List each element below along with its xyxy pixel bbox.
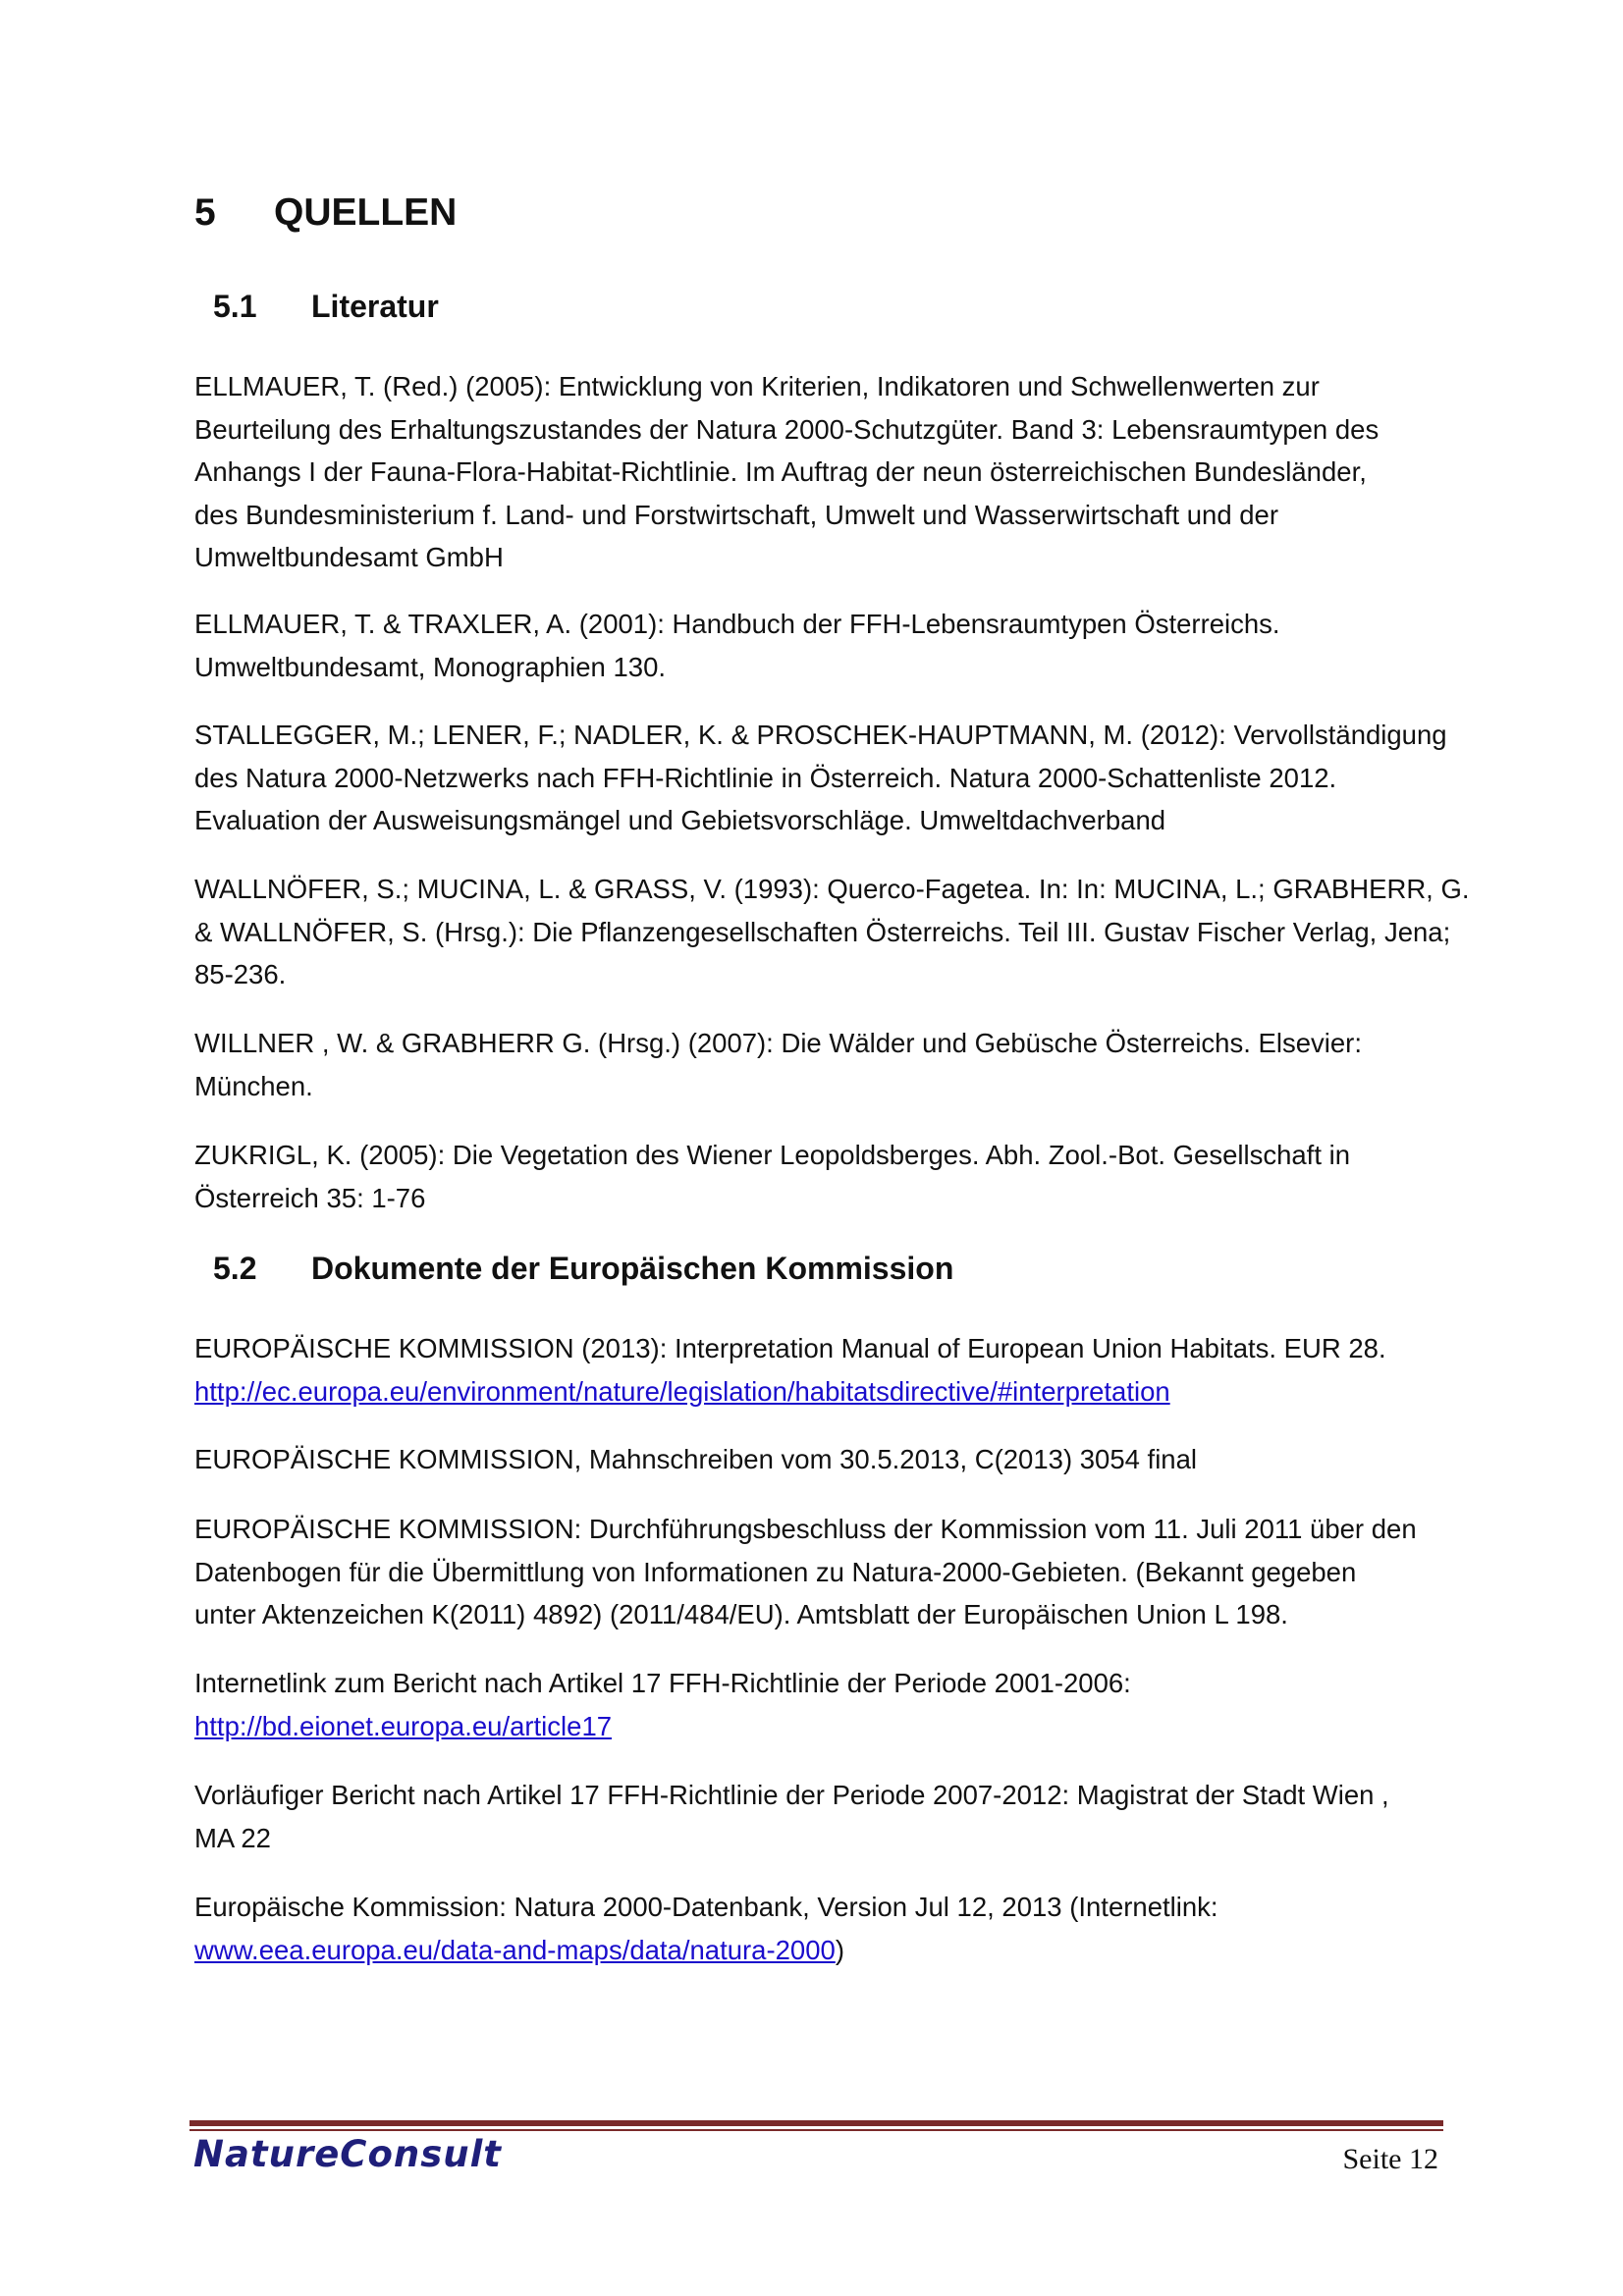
reference-line: Umweltbundesamt, Monographien 130. bbox=[194, 651, 667, 682]
reference-line: des Bundesministerium f. Land- und Forstwirtschaft, Umwelt und Wasserwirtschaft und der bbox=[194, 499, 1279, 530]
subsection-number: 5.1 bbox=[213, 289, 257, 324]
subsection-title: Literatur bbox=[311, 289, 439, 324]
reference-line: MA 22 bbox=[194, 1822, 271, 1853]
reference-eu-mahnschreiben bbox=[194, 1438, 1446, 1481]
reference-willner-2007 bbox=[194, 1022, 1446, 1107]
page-number: Seite 12 bbox=[1342, 2143, 1438, 2175]
reference-line: 85-236. bbox=[194, 959, 287, 989]
reference-zukrigl-2005 bbox=[194, 1134, 1446, 1219]
section-title: QUELLEN bbox=[274, 191, 458, 234]
footer-brand-logo: NatureConsult bbox=[193, 2133, 502, 2175]
reference-eu-durchfuehrungsbeschluss bbox=[194, 1508, 1446, 1636]
reference-stallegger-2012 bbox=[194, 714, 1446, 842]
reference-line: Beurteilung des Erhaltungszustandes der Natura 2000-Schutzgüter. Band 3: Lebensraumtypen des bbox=[194, 413, 1380, 445]
reference-line: Vorläufiger Bericht nach Artikel 17 FFH-Richtlinie der Periode 2007-2012: Magistrat der Stadt Wien , bbox=[194, 1780, 1389, 1810]
subsection-number: 5.2 bbox=[213, 1251, 257, 1286]
subsection-heading-literatur bbox=[213, 286, 439, 327]
reference-line: WALLNÖFER, S.; MUCINA, L. & GRASS, V. (1993): Querco-Fagetea. In: In: MUCINA, L.; GRABHERR, G. bbox=[194, 874, 1470, 904]
reference-line: ZUKRIGL, K. (2005): Die Vegetation des Wiener Leopoldsberges. Abh. Zool.-Bot. Gesellschaft in bbox=[194, 1140, 1351, 1170]
reference-ellmauer-traxler-2001 bbox=[194, 603, 1446, 688]
reference-ellmauer-2005 bbox=[194, 365, 1446, 579]
natura2000-datenbank-link[interactable]: www.eea.europa.eu/data-and-maps/data/natura-2000 bbox=[194, 1934, 836, 1965]
reference-line: des Natura 2000-Netzwerks nach FFH-Richtlinie in Österreich. Natura 2000-Schattenliste 2012. bbox=[194, 762, 1337, 793]
reference-article17-2001-2006 bbox=[194, 1662, 1446, 1747]
reference-line: Datenbogen für die Übermittlung von Informationen zu Natura-2000-Gebieten. (Bekannt gegeben bbox=[194, 1556, 1357, 1587]
reference-line: EUROPÄISCHE KOMMISSION: Durchführungsbeschluss der Kommission vom 11. Juli 2011 über den bbox=[194, 1514, 1417, 1544]
reference-line: München. bbox=[194, 1070, 313, 1101]
subsection-heading-dokumente bbox=[213, 1248, 953, 1289]
reference-line: STALLEGGER, M.; LENER, F.; NADLER, K. & PROSCHEK-HAUPTMANN, M. (2012): Vervollständigung bbox=[194, 720, 1447, 750]
reference-line: & WALLNÖFER, S. (Hrsg.): Die Pflanzengesellschaften Österreichs. Teil III. Gustav Fischer Verlag, Jena; bbox=[194, 916, 1451, 947]
reference-line: Anhangs I der Fauna-Flora-Habitat-Richtlinie. Im Auftrag der neun österreichischen Bundesländer, bbox=[194, 456, 1367, 487]
reference-line: EUROPÄISCHE KOMMISSION (2013): Interpretation Manual of European Union Habitats. EUR 28. bbox=[194, 1333, 1386, 1363]
reference-line: Evaluation der Ausweisungsmängel und Gebietsvorschläge. Umweltdachverband bbox=[194, 805, 1166, 835]
reference-line: WILLNER , W. & GRABHERR G. (Hrsg.) (2007): Die Wälder und Gebüsche Österreichs. Elsevier: bbox=[194, 1028, 1362, 1058]
closing-paren: ) bbox=[835, 1934, 844, 1965]
reference-eu-interpretation-manual bbox=[194, 1327, 1446, 1413]
section-number: 5 bbox=[194, 191, 216, 234]
reference-line: EUROPÄISCHE KOMMISSION, Mahnschreiben vom 30.5.2013, C(2013) 3054 final bbox=[194, 1444, 1198, 1474]
interpretation-manual-link[interactable]: http://ec.europa.eu/environment/nature/legislation/habitatsdirective/#interpretation bbox=[194, 1375, 1170, 1407]
reference-line: Österreich 35: 1-76 bbox=[194, 1182, 426, 1213]
footer-divider bbox=[189, 2120, 1443, 2126]
reference-wallnoefer-1993 bbox=[194, 868, 1470, 996]
reference-line: Umweltbundesamt GmbH bbox=[194, 542, 504, 572]
reference-article17-2007-2012 bbox=[194, 1774, 1446, 1859]
reference-line: ELLMAUER, T. (Red.) (2005): Entwicklung von Kriterien, Indikatoren und Schwellenwerten zur bbox=[194, 371, 1320, 401]
section-heading bbox=[194, 188, 457, 238]
reference-line: Europäische Kommission: Natura 2000-Datenbank, Version Jul 12, 2013 (Internetlink: bbox=[194, 1892, 1218, 1922]
reference-line: unter Aktenzeichen K(2011) 4892) (2011/484/EU). Amtsblatt der Europäischen Union L 198. bbox=[194, 1599, 1288, 1629]
subsection-title: Dokumente der Europäischen Kommission bbox=[311, 1251, 954, 1286]
article17-link[interactable]: http://bd.eionet.europa.eu/article17 bbox=[194, 1710, 613, 1741]
reference-line: Internetlink zum Bericht nach Artikel 17 FFH-Richtlinie der Periode 2001-2006: bbox=[194, 1668, 1131, 1698]
reference-natura2000-datenbank bbox=[194, 1886, 1446, 1971]
reference-line: ELLMAUER, T. & TRAXLER, A. (2001): Handbuch der FFH-Lebensraumtypen Österreichs. bbox=[194, 609, 1280, 639]
